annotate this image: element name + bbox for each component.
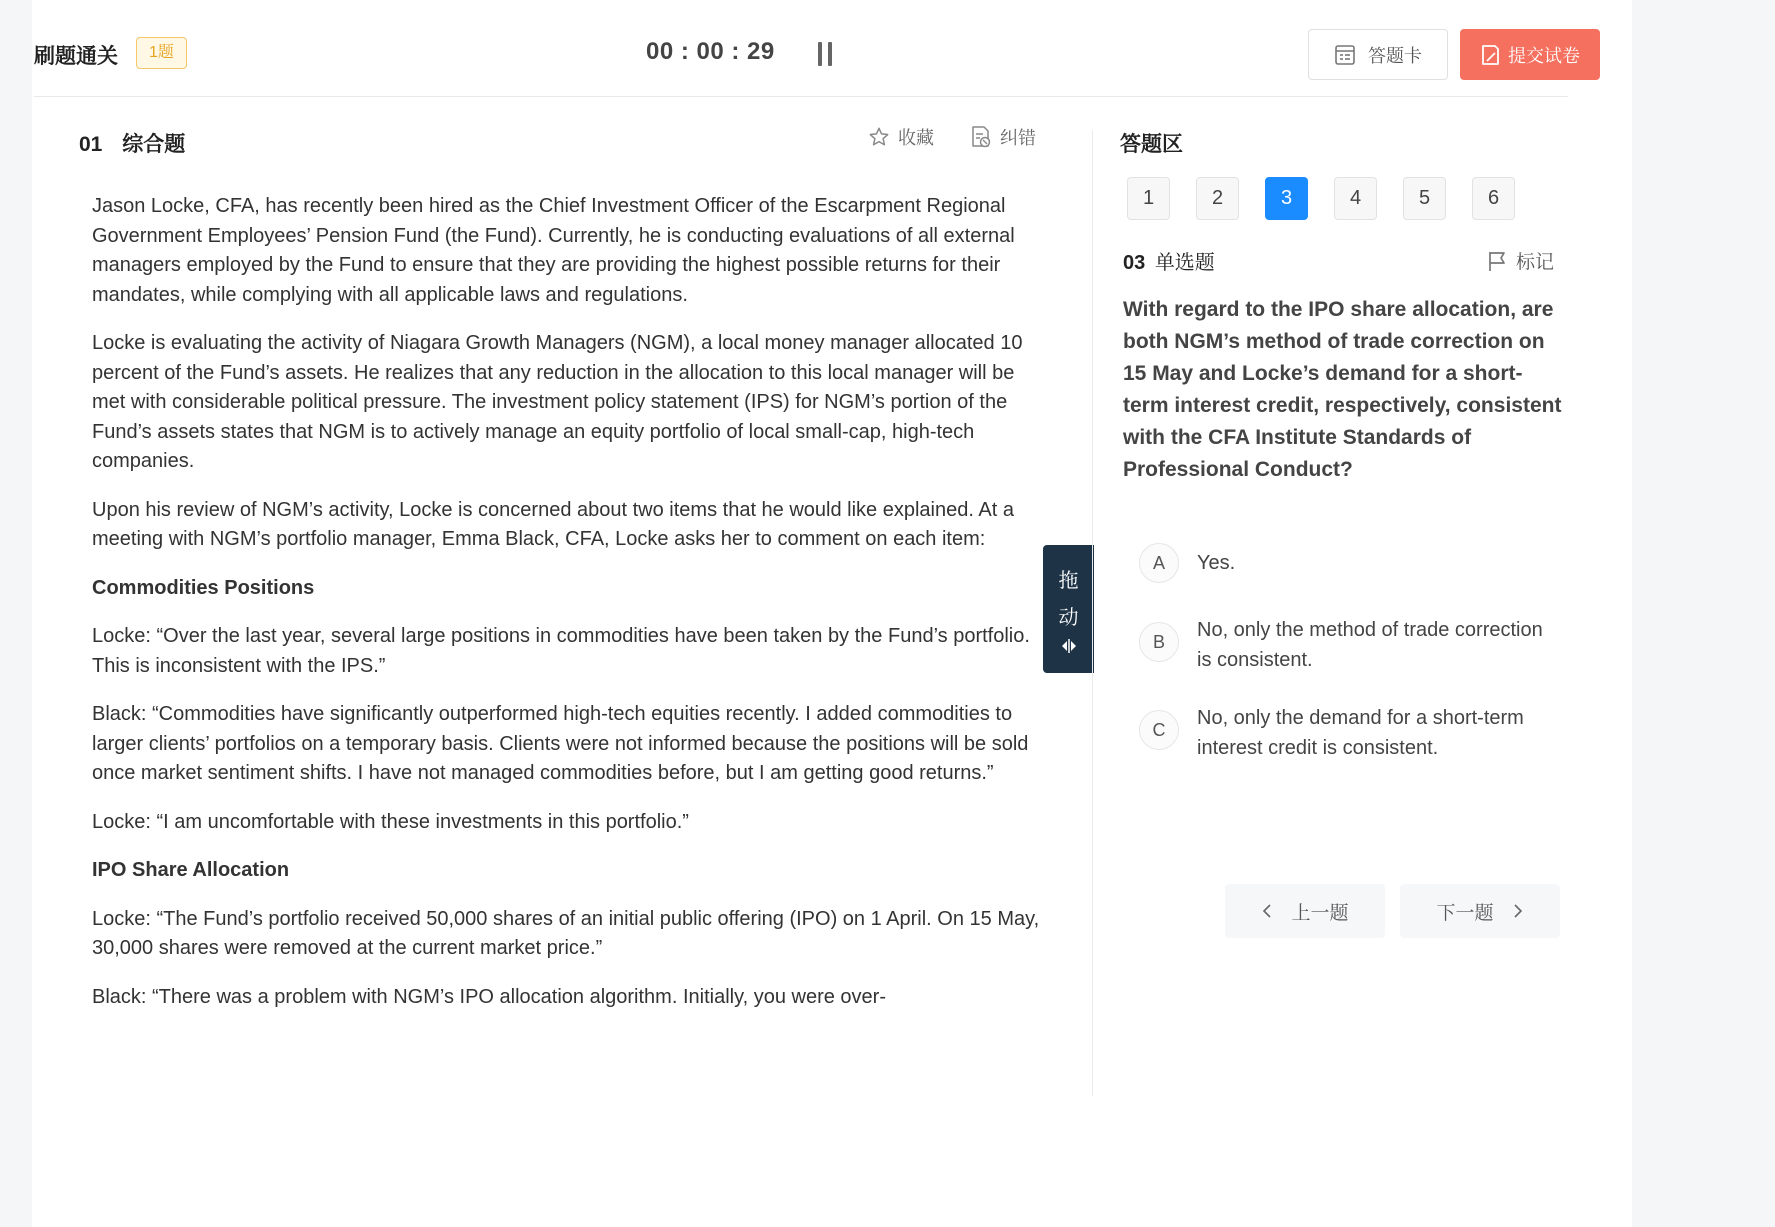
- option-text: No, only the demand for a short-term interest credit is consistent.: [1197, 707, 1524, 759]
- question-type: 综合题: [122, 133, 186, 156]
- mark-button[interactable]: [1486, 247, 1554, 274]
- submit-label: 提交试卷: [1508, 45, 1580, 66]
- option-b[interactable]: [1139, 612, 1559, 675]
- passage-subheading: IPO Share Allocation: [92, 859, 290, 881]
- passage-paragraph: Jason Locke, CFA, has recently been hired as the Chief Investment Officer of the Escarpment Regional Government Employees’ Pension Fund (the Fund). Currently, he is conducting evaluations of all external managers employed by the Fund to ensure that they are providing the highest possible returns for their mandates, while complying with all applicable laws and regulations.: [92, 195, 1015, 306]
- question-nav-2[interactable]: 2: [1196, 177, 1239, 220]
- header-bar: [34, 0, 1580, 97]
- sub-question-heading: [1123, 246, 1215, 275]
- next-label: 下一题: [1436, 902, 1494, 924]
- option-text: No, only the method of trade correction is consistent.: [1197, 619, 1543, 671]
- passage-paragraph: Locke: “I am uncomfortable with these investments in this portfolio.”: [92, 810, 689, 833]
- panel-drag-handle[interactable]: [1043, 545, 1094, 673]
- next-question-button[interactable]: [1400, 884, 1560, 938]
- passage-paragraph: Black: “Commodities have significantly outperformed high-tech equities recently. I added commodities to larger clients’ portfolios on a temporary basis. Clients were not informed because the positions will be sold once market sentiment shifts. I have not managed commodities before, but I am getting good returns.”: [92, 703, 1029, 784]
- favorite-button[interactable]: [868, 124, 934, 150]
- pause-icon[interactable]: [816, 42, 834, 66]
- passage-subheading: Commodities Positions: [92, 576, 315, 599]
- question-nav-1[interactable]: 1: [1127, 177, 1170, 220]
- app-title: 刷题通关: [34, 45, 118, 68]
- chevron-left-icon: [1261, 903, 1273, 919]
- question-nav-3[interactable]: 3: [1265, 177, 1308, 220]
- question-stem: With regard to the IPO share allocation, are both NGM’s method of trade correction on 15 May and Locke’s demand for a short-term interest credit, respectively, consistent with the CFA Institute Standards of Professional Conduct?: [1123, 298, 1562, 481]
- previous-question-button[interactable]: [1225, 884, 1385, 938]
- sub-question-number: 03: [1123, 252, 1146, 274]
- report-icon: [970, 125, 992, 149]
- option-letter: B: [1139, 622, 1179, 662]
- answer-card-icon: [1334, 44, 1356, 66]
- passage-paragraph: Black: “There was a problem with NGM’s IPO allocation algorithm. Initially, you were over-: [92, 985, 886, 1008]
- question-nav-4[interactable]: 4: [1334, 177, 1377, 220]
- star-icon: [868, 126, 890, 148]
- sub-question-type: 单选题: [1154, 252, 1215, 274]
- option-a[interactable]: [1139, 543, 1559, 583]
- question-passage: [92, 192, 1042, 1096]
- answer-area-title: 答题区: [1120, 133, 1183, 156]
- question-heading: [79, 128, 185, 158]
- drag-label-1: 拖: [1058, 570, 1079, 592]
- chevron-right-icon: [1512, 903, 1524, 919]
- question-count-badge: 1题: [136, 37, 187, 69]
- passage-paragraph: Locke: “The Fund’s portfolio received 50,000 shares of an initial public offering (IPO) on 1 April. On 15 May, 30,000 shares were removed at the current market price.”: [92, 907, 1040, 959]
- answer-card-button[interactable]: [1308, 29, 1448, 80]
- option-letter: C: [1139, 710, 1179, 750]
- question-number: 01: [79, 133, 103, 156]
- option-text: Yes.: [1197, 552, 1236, 574]
- passage-paragraph: Locke is evaluating the activity of Niagara Growth Managers (NGM), a local money manager allocated 10 percent of the Fund’s assets. He realizes that any reduction in the allocation to this local manager will be met with considerable political pressure. The investment policy statement (IPS) for NGM’s portion of the Fund’s assets states that NGM is to actively manage an equity portfolio of local small-cap, high-tech companies.: [92, 332, 1023, 472]
- resize-horizontal-icon: [1060, 638, 1078, 654]
- question-nav-6[interactable]: 6: [1472, 177, 1515, 220]
- flag-icon: [1486, 250, 1508, 272]
- document-icon: [1480, 44, 1500, 66]
- option-letter: A: [1139, 543, 1179, 583]
- submit-exam-button[interactable]: [1460, 29, 1600, 80]
- question-nav-5[interactable]: 5: [1403, 177, 1446, 220]
- panel-divider: [1092, 130, 1093, 1096]
- drag-label-2: 动: [1058, 607, 1079, 629]
- answer-card-label: 答题卡: [1368, 45, 1422, 66]
- timer: 00 : 00 : 29: [646, 38, 775, 65]
- passage-paragraph: Upon his review of NGM’s activity, Locke is concerned about two items that he would like explained. At a meeting with NGM’s portfolio manager, Emma Black, CFA, Locke asks her to comment on each item:: [92, 498, 1014, 550]
- option-c[interactable]: [1139, 700, 1559, 763]
- report-error-button[interactable]: [970, 124, 1036, 150]
- mark-label: 标记: [1516, 252, 1555, 273]
- report-label: 纠错: [1000, 128, 1036, 148]
- question-number-nav: [1127, 177, 1515, 220]
- previous-label: 上一题: [1291, 902, 1349, 924]
- favorite-label: 收藏: [898, 128, 934, 148]
- passage-paragraph: Locke: “Over the last year, several large positions in commodities have been taken by the Fund’s portfolio. This is inconsistent with the IPS.”: [92, 625, 1030, 677]
